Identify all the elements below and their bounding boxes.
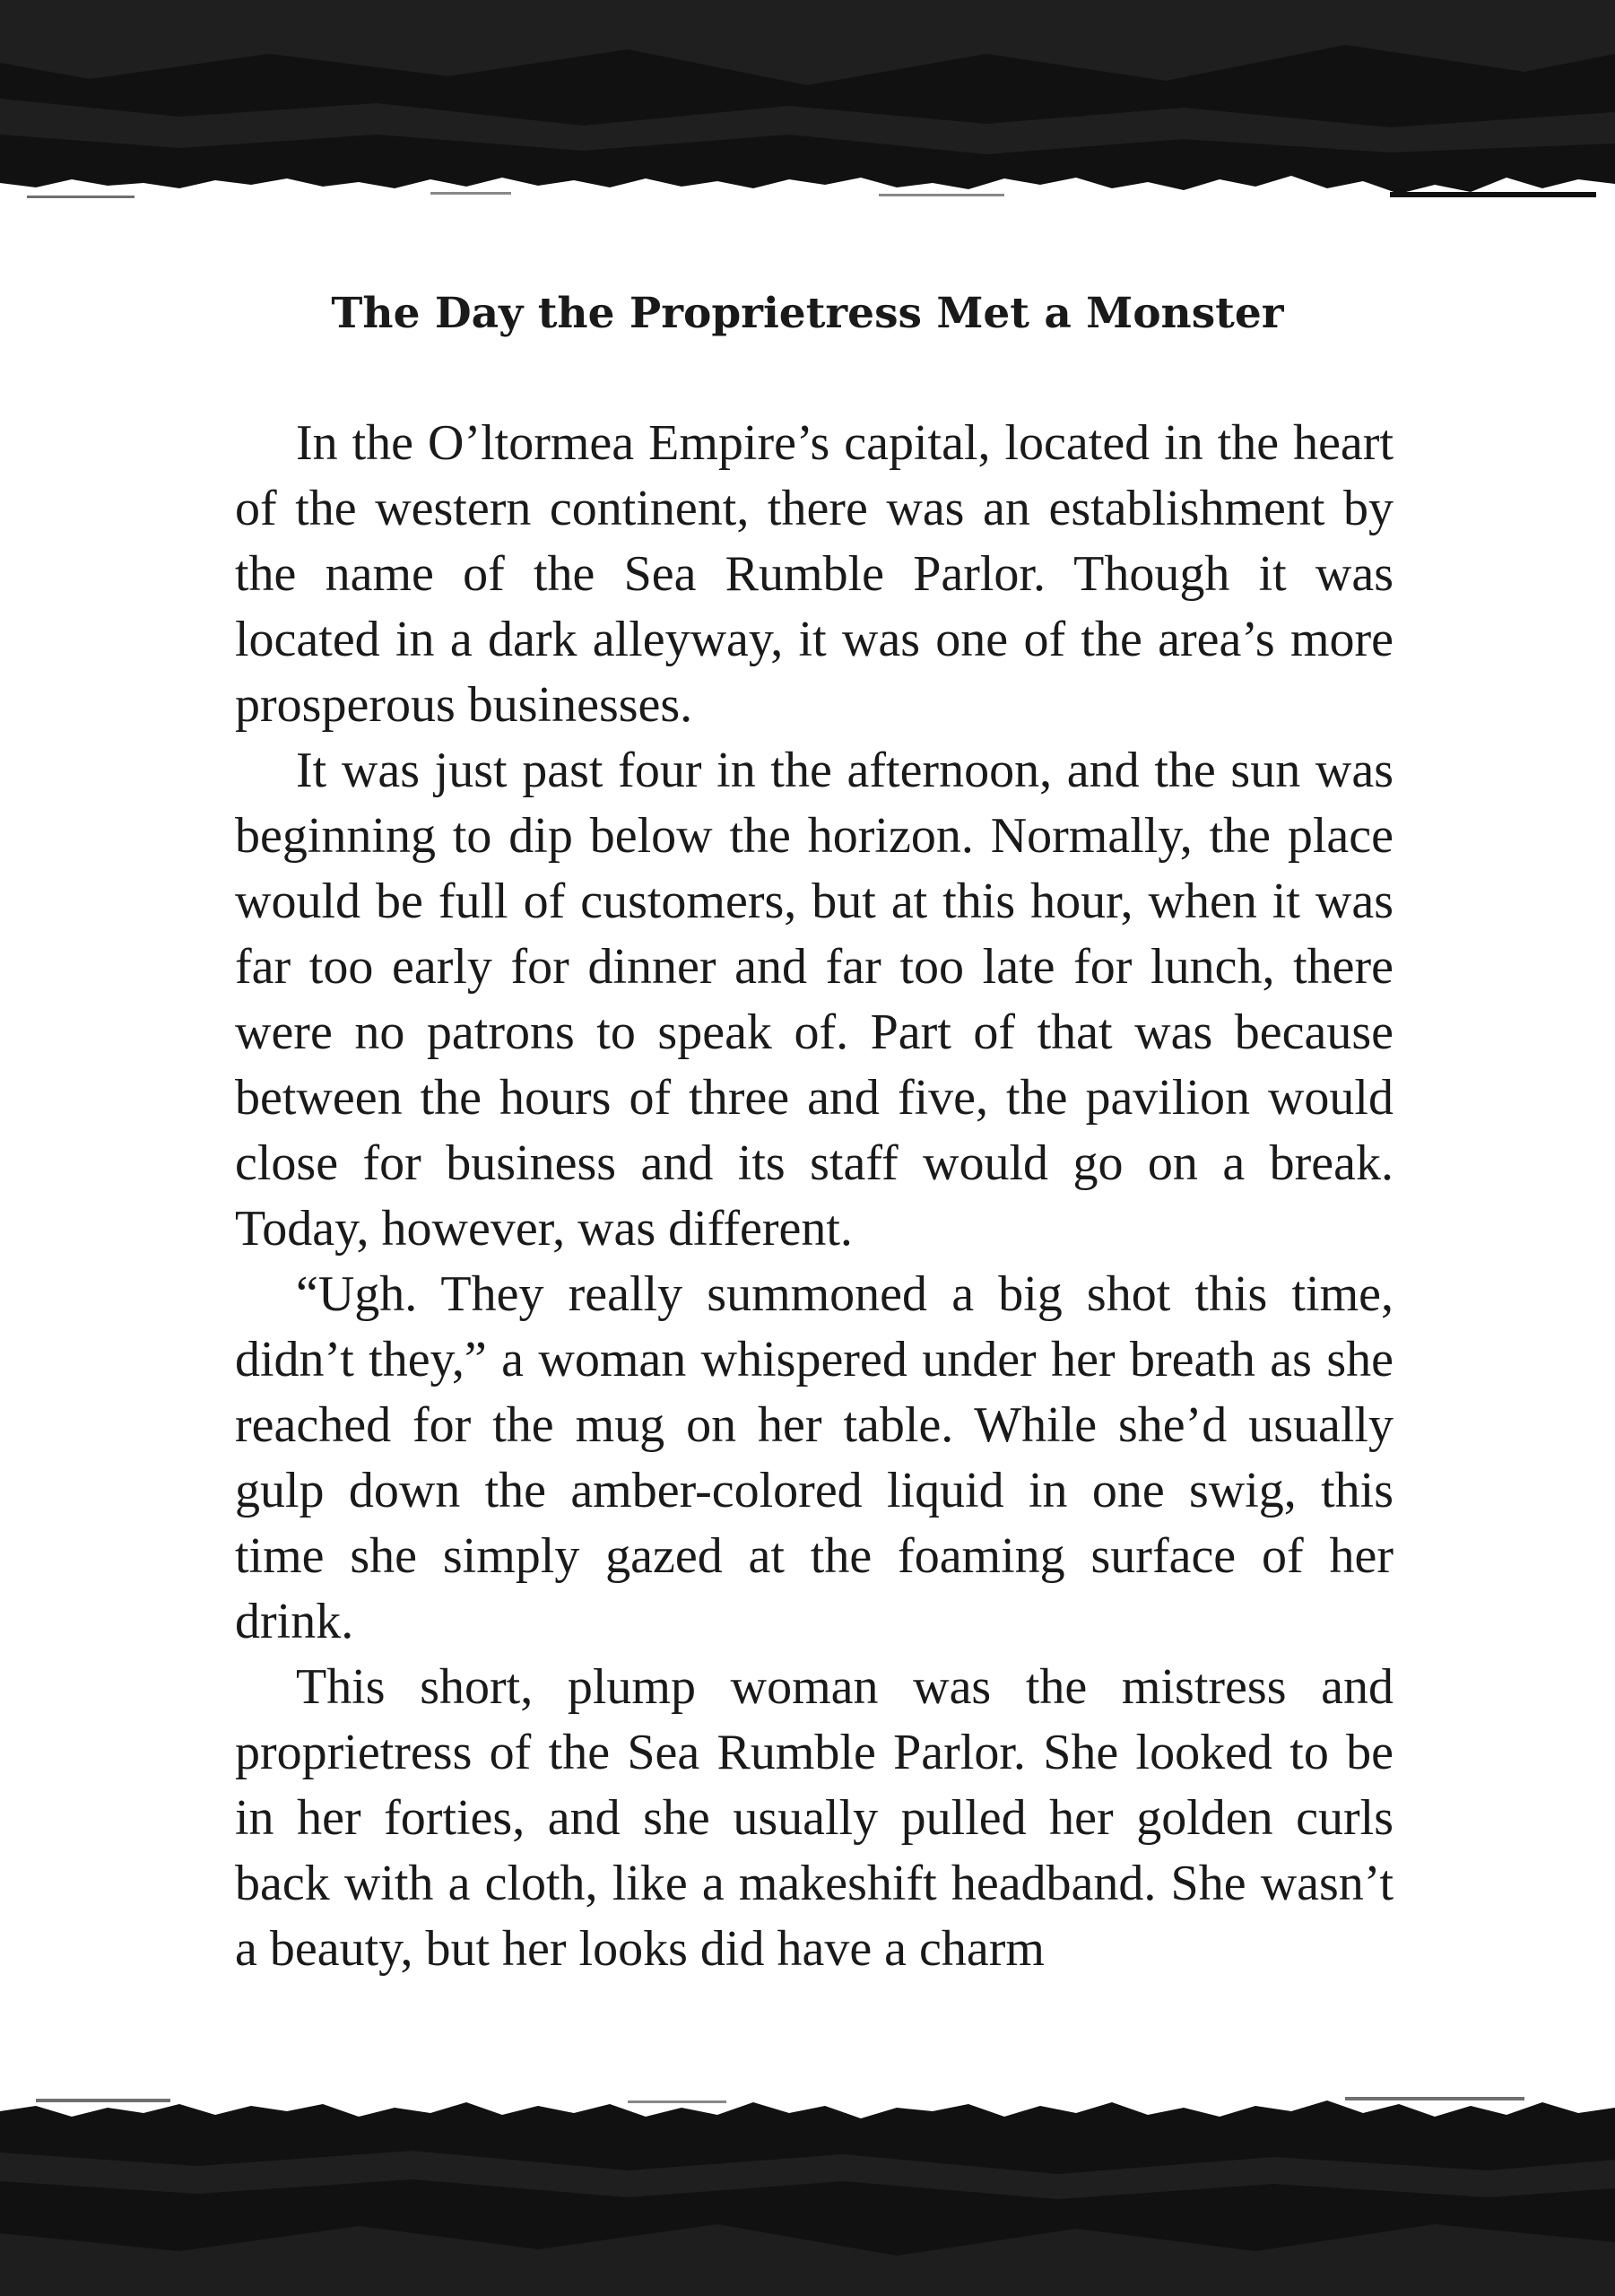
ink-brush-stroke-top [0, 0, 1615, 215]
chapter-title: The Day the Proprietress Met a Monster [331, 289, 1284, 338]
paragraph: In the O’ltormea Empire’s capital, located in the heart of the western continent, there was an establishment by the name of the Sea Rumble Parlor. Though it was located in a dark alleyway, it was one of the area’s more prosperous businesses. [235, 415, 1394, 733]
chapter-body [235, 411, 1394, 1982]
paragraph: It was just past four in the afternoon, and the sun was beginning to dip below the horizon. Normally, the place would be full of customers, but at this hour, when it was far too early for dinner and far too late for lunch, there were no patrons to speak of. Part of that was because between the hours of three and five, the pavilion would close for business and its staff would go on a break. Today, however, was different. [235, 743, 1394, 1257]
paragraph: “Ugh. They really summoned a big shot this time, didn’t they,” a woman whispered under her breath as she reached for the mug on her table. While she’d usually gulp down the amber-colored liquid in one swig, this time she simply gazed at the foaming surface of her drink. [235, 1266, 1394, 1649]
bottom-ink-border [0, 2081, 1615, 2296]
ink-brush-stroke-bottom [0, 2081, 1615, 2296]
paragraph: This short, plump woman was the mistress and proprietress of the Sea Rumble Parlor. She looked to be in her forties, and she usually pulled her golden curls back with a cloth, like a makeshift headband. She wasn’t a beauty, but her looks did have a charm [235, 1659, 1394, 1977]
top-ink-border [0, 0, 1615, 215]
